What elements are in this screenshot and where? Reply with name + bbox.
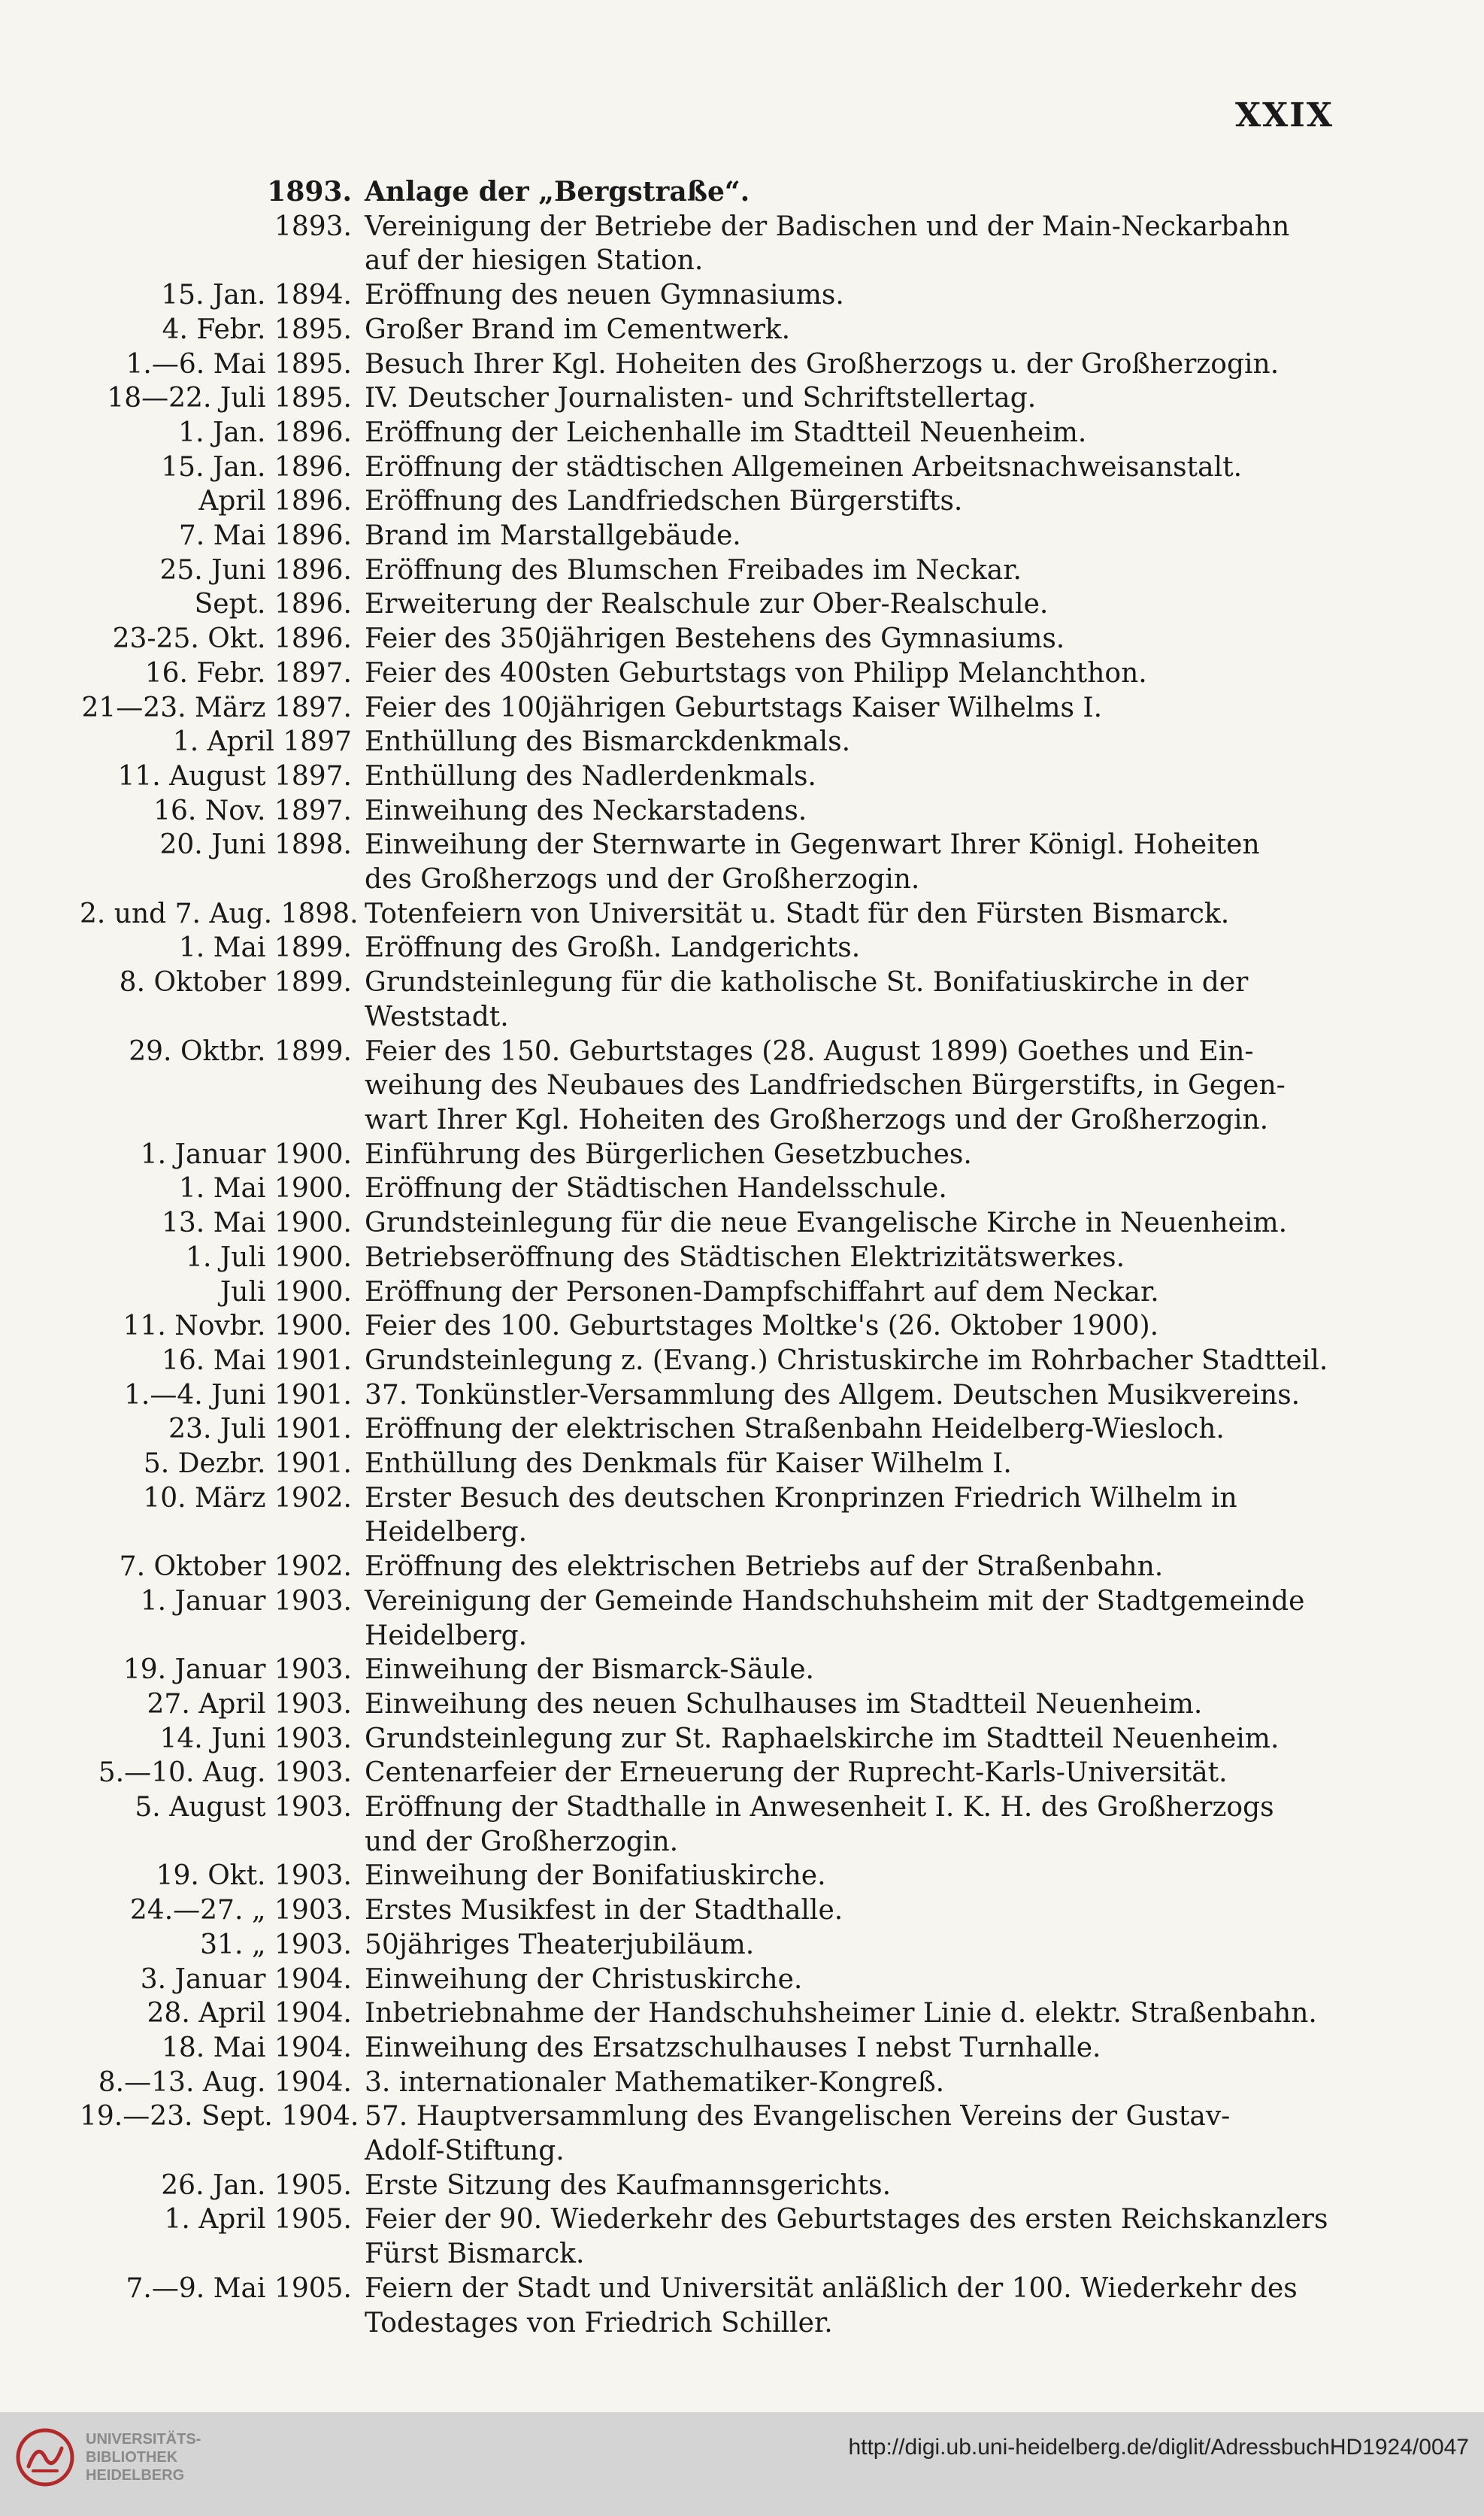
entry-date: 11. Novbr. 1900. xyxy=(123,1311,352,1342)
entry-date: 25. Juni 1896. xyxy=(159,554,352,586)
chronicle-entry xyxy=(80,519,1343,553)
entry-date: 7. Mai 1896. xyxy=(178,520,352,552)
entry-date: 16. Mai 1901. xyxy=(161,1344,352,1376)
chronicle-entry xyxy=(80,347,1343,382)
entry-date: 4. Febr. 1895. xyxy=(162,314,352,345)
entry-date: 31. „ 1903. xyxy=(200,1929,352,1960)
chronicle-entry xyxy=(80,1206,1343,1241)
chronicle-entry xyxy=(80,1241,1343,1275)
chronicle-entry xyxy=(80,278,1343,313)
chronicle-entry xyxy=(80,1447,1343,1481)
entry-date: 1. Jan. 1896. xyxy=(178,417,352,448)
entry-date: Juli 1900. xyxy=(220,1276,352,1308)
entry-event: Totenfeiern von Universität u. Stadt für den Fürsten Bismarck. xyxy=(365,898,1230,929)
entry-date: 2. und 7. Aug. 1898. xyxy=(80,898,359,929)
entry-event: Feier des 350jährigen Bestehens des Gymnasiums. xyxy=(365,623,1065,655)
entry-event: Eröffnung der elektrischen Straßenbahn Heidelberg-Wiesloch. xyxy=(365,1414,1225,1445)
logo-line: BIBLIOTHEK xyxy=(86,2449,178,2466)
entry-event: Erste Sitzung des Kaufmannsgerichts. xyxy=(365,2169,892,2201)
chronicle-entry xyxy=(80,2272,1343,2340)
entry-event: Einweihung der Bonifatiuskirche. xyxy=(365,1860,826,1892)
chronicle-entry xyxy=(80,1790,1343,1859)
entry-event: Feier der 90. Wiederkehr des Geburtstages des ersten Reichskanzlers Fürst Bismarck. xyxy=(365,2204,1328,2270)
entry-date: 1. Juli 1900. xyxy=(186,1241,352,1273)
entry-event: 3. internationaler Mathematiker-Kongreß. xyxy=(365,2066,945,2098)
chronicle-entry xyxy=(80,691,1343,726)
entry-event: Einweihung des neuen Schulhauses im Stadtteil Neuenheim. xyxy=(365,1688,1203,1720)
chronicle-entry xyxy=(80,656,1343,691)
entry-date: 23. Juli 1901. xyxy=(168,1414,352,1445)
entry-date: 18—22. Juli 1895. xyxy=(107,383,352,414)
entry-event: Großer Brand im Cementwerk. xyxy=(365,314,791,345)
chronicle-entry xyxy=(80,313,1343,347)
entry-event: Vereinigung der Betriebe der Badischen und der Main-Neckarbahn auf der hiesigen Station. xyxy=(365,211,1290,277)
chronicle-entry xyxy=(80,1653,1343,1687)
chronicle-entry xyxy=(80,759,1343,794)
chronicle-entry xyxy=(80,622,1343,656)
entry-event: Inbetriebnahme der Handschuhsheimer Linie d. elektr. Straßenbahn. xyxy=(365,1998,1317,2029)
chronicle-entry xyxy=(80,1138,1343,1172)
entry-event: Eröffnung der Personen-Dampfschiffahrt auf dem Neckar. xyxy=(365,1276,1159,1308)
entry-event: Grundsteinlegung zur St. Raphaelskirche im Stadtteil Neuenheim. xyxy=(365,1723,1280,1754)
entry-date: 14. Juni 1903. xyxy=(159,1723,352,1754)
entry-date: 24.—27. „ 1903. xyxy=(129,1895,352,1926)
chronicle-entry xyxy=(80,1481,1343,1550)
entry-date: 1. Januar 1903. xyxy=(140,1585,352,1617)
entry-event: Eröffnung des neuen Gymnasiums. xyxy=(365,280,844,311)
chronicle-entry xyxy=(80,2202,1343,2271)
entry-event: Einführung des Bürgerlichen Gesetzbuches. xyxy=(365,1138,972,1170)
chronicle-entry xyxy=(80,1412,1343,1447)
entry-date: 19. Okt. 1903. xyxy=(156,1860,352,1892)
entry-date: 1. April 1905. xyxy=(164,2204,352,2236)
entry-date: April 1896. xyxy=(198,486,352,517)
entry-event: Eröffnung des Blumschen Freibades im Neckar. xyxy=(365,554,1022,586)
chronicle-entry xyxy=(80,794,1343,829)
chronicle-entry xyxy=(80,1722,1343,1757)
entry-date: 16. Febr. 1897. xyxy=(144,657,352,689)
chronicle-entry xyxy=(80,931,1343,965)
entry-date: 5.—10. Aug. 1903. xyxy=(98,1757,352,1789)
chronicle-entry xyxy=(80,2031,1343,2066)
chronicle-entry xyxy=(80,1309,1343,1344)
entry-date: 19. Januar 1903. xyxy=(123,1654,352,1686)
entry-date: 1. Januar 1900. xyxy=(140,1138,352,1170)
chronicle-entry xyxy=(80,1756,1343,1790)
chronicle-entry xyxy=(80,1687,1343,1722)
chronicle-entry xyxy=(80,1893,1343,1928)
entry-event: Eröffnung des Landfriedschen Bürgerstifts. xyxy=(365,486,963,517)
entry-date: 16. Nov. 1897. xyxy=(153,795,352,826)
chronicle-entry xyxy=(80,484,1343,519)
entry-event: Einweihung der Sternwarte in Gegenwart Ihrer Königl. Hoheiten des Großherzogs und der Großherzogin. xyxy=(365,829,1260,896)
entry-date: 7.—9. Mai 1905. xyxy=(126,2272,352,2304)
chronicle-entry xyxy=(80,1996,1343,2031)
chronicle-entry xyxy=(80,1963,1343,1997)
entry-event: Erweiterung der Realschule zur Ober-Realschule. xyxy=(365,589,1049,620)
library-emblem-icon xyxy=(15,2427,75,2487)
chronicle-entry xyxy=(80,175,1343,210)
chronicle-entry xyxy=(80,416,1343,450)
library-name xyxy=(86,2430,201,2484)
entry-date: 28. April 1904. xyxy=(147,1998,352,2029)
entry-event: Eröffnung der städtischen Allgemeinen Arbeitsnachweisanstalt. xyxy=(365,451,1243,483)
chronicle-entry xyxy=(80,897,1343,932)
entry-date: 7. Oktober 1902. xyxy=(119,1551,352,1583)
chronicle-entry xyxy=(80,725,1343,759)
chronicle-entry xyxy=(80,2066,1343,2100)
entry-date: 5. August 1903. xyxy=(135,1792,352,1823)
entry-event: IV. Deutscher Journalisten- und Schriftstellertag. xyxy=(365,383,1037,414)
entry-date: 1.—4. Juni 1901. xyxy=(124,1379,352,1411)
entry-event: Centenarfeier der Erneuerung der Ruprecht-Karls-Universität. xyxy=(365,1757,1228,1789)
chronicle-entry xyxy=(80,1550,1343,1584)
chronicle-entry xyxy=(80,1928,1343,1963)
footer-bar xyxy=(0,2412,1484,2516)
chronicle-entry xyxy=(80,1859,1343,1893)
entry-date: 1893. xyxy=(274,211,352,242)
entry-date: 18. Mai 1904. xyxy=(161,2032,352,2063)
entry-date: 1. Mai 1900. xyxy=(178,1173,352,1205)
entry-date: Sept. 1896. xyxy=(194,589,352,620)
chronicle-entry xyxy=(80,1584,1343,1653)
chronicle-entry xyxy=(80,1275,1343,1310)
entry-event: Enthüllung des Bismarckdenkmals. xyxy=(365,726,851,758)
library-logo[interactable] xyxy=(15,2427,201,2487)
entry-event: Eröffnung der Leichenhalle im Stadtteil Neuenheim. xyxy=(365,417,1087,448)
chronicle-entry xyxy=(80,1035,1343,1138)
entry-event: 57. Hauptversammlung des Evangelischen Vereins der Gustav- Adolf-Stiftung. xyxy=(365,2101,1231,2167)
entry-event: Feier des 100jährigen Geburtstags Kaiser Wilhelms I. xyxy=(365,692,1103,723)
entry-event: Grundsteinlegung für die neue Evangelische Kirche in Neuenheim. xyxy=(365,1208,1288,1239)
chronicle-entry xyxy=(80,828,1343,896)
entry-event: Anlage der „Bergstraße“. xyxy=(365,176,750,208)
chronicle-entry xyxy=(80,210,1343,278)
entry-date: 29. Oktbr. 1899. xyxy=(129,1035,352,1067)
entry-event: Feier des 100. Geburtstages Moltke's (26. Oktober 1900). xyxy=(365,1311,1159,1342)
entry-event: Betriebseröffnung des Städtischen Elektrizitätswerkes. xyxy=(365,1241,1125,1273)
entry-date: 1893. xyxy=(267,176,352,208)
entry-date: 1.—6. Mai 1895. xyxy=(126,348,352,380)
chronicle-entry xyxy=(80,553,1343,588)
entry-date: 27. April 1903. xyxy=(147,1688,352,1720)
page-number: XXIX xyxy=(1235,96,1334,135)
entry-event: Enthüllung des Denkmals für Kaiser Wilhelm I. xyxy=(365,1448,1012,1480)
entry-event: Grundsteinlegung z. (Evang.) Christuskirche im Rohrbacher Stadtteil. xyxy=(365,1344,1328,1376)
entry-event: Erstes Musikfest in der Stadthalle. xyxy=(365,1895,843,1926)
logo-line: UNIVERSITÄTS- xyxy=(86,2431,201,2448)
entry-event: Feier des 400sten Geburtstags von Philipp Melanchthon. xyxy=(365,657,1147,689)
entry-date: 3. Januar 1904. xyxy=(140,1963,352,1995)
chronicle-list xyxy=(80,175,1343,2340)
chronicle-entry xyxy=(80,587,1343,622)
entry-event: Eröffnung des elektrischen Betriebs auf der Straßenbahn. xyxy=(365,1551,1164,1583)
logo-line: HEIDELBERG xyxy=(86,2467,185,2484)
entry-date: 11. August 1897. xyxy=(117,760,352,792)
chronicle-entry xyxy=(80,1344,1343,1378)
entry-date: 20. Juni 1898. xyxy=(159,829,352,861)
entry-event: Eröffnung des Großh. Landgerichts. xyxy=(365,932,861,964)
chronicle-entry xyxy=(80,965,1343,1034)
chronicle-entry xyxy=(80,1378,1343,1413)
entry-date: 15. Jan. 1894. xyxy=(161,280,352,311)
chronicle-entry xyxy=(80,2169,1343,2203)
entry-event: Enthüllung des Nadlerdenkmals. xyxy=(365,760,816,792)
entry-date: 13. Mai 1900. xyxy=(161,1208,352,1239)
entry-date: 10. März 1902. xyxy=(143,1482,352,1514)
entry-event: Vereinigung der Gemeinde Handschuhsheim mit der Stadtgemeinde Heidelberg. xyxy=(365,1585,1305,1651)
entry-event: Feier des 150. Geburtstages (28. August 1899) Goethes und Ein- weihung des Neubaues des Landfriedschen Bürgerstifts, in Gegen- wart Ihrer Kgl. Hoheiten des Großherzogs und der Großherzogin. xyxy=(365,1035,1286,1135)
chronicle-entry xyxy=(80,381,1343,416)
entry-event: Erster Besuch des deutschen Kronprinzen Friedrich Wilhelm in Heidelberg. xyxy=(365,1482,1237,1548)
entry-event: Besuch Ihrer Kgl. Hoheiten des Großherzogs u. der Großherzogin. xyxy=(365,348,1280,380)
entry-date: 8. Oktober 1899. xyxy=(119,967,352,999)
entry-event: Grundsteinlegung für die katholische St. Bonifatiuskirche in der Weststadt. xyxy=(365,967,1249,1032)
entry-event: Feiern der Stadt und Universität anläßlich der 100. Wiederkehr des Todestages von Friedrich Schiller. xyxy=(365,2272,1298,2339)
entry-event: Brand im Marstallgebäude. xyxy=(365,520,741,552)
entry-date: 19.—23. Sept. 1904. xyxy=(80,2101,359,2133)
entry-event: Eröffnung der Stadthalle in Anwesenheit I. K. H. des Großherzogs und der Großherzogin. xyxy=(365,1792,1274,1857)
chronicle-entry xyxy=(80,2099,1343,2168)
entry-date: 1. April 1897 xyxy=(172,726,352,758)
entry-date: 23-25. Okt. 1896. xyxy=(112,623,352,655)
entry-date: 15. Jan. 1896. xyxy=(161,451,352,483)
entry-event: Einweihung des Ersatzschulhauses I nebst Turnhalle. xyxy=(365,2032,1101,2063)
entry-date: 8.—13. Aug. 1904. xyxy=(98,2066,352,2098)
entry-event: 37. Tonkünstler-Versammlung des Allgem. Deutschen Musikvereins. xyxy=(365,1379,1301,1411)
entry-date: 21—23. März 1897. xyxy=(81,692,352,723)
entry-date: 26. Jan. 1905. xyxy=(161,2169,352,2201)
entry-event: 50jähriges Theaterjubiläum. xyxy=(365,1929,755,1960)
entry-event: Eröffnung der Städtischen Handelsschule. xyxy=(365,1173,947,1205)
chronicle-entry xyxy=(80,450,1343,485)
entry-date: 5. Dezbr. 1901. xyxy=(143,1448,352,1480)
entry-event: Einweihung der Christuskirche. xyxy=(365,1963,803,1995)
chronicle-entry xyxy=(80,1172,1343,1206)
entry-date: 1. Mai 1899. xyxy=(178,932,352,964)
entry-event: Einweihung des Neckarstadens. xyxy=(365,795,807,826)
source-url-link[interactable]: http://digi.ub.uni-heidelberg.de/diglit/AdressbuchHD1924/0047 xyxy=(848,2435,1469,2460)
entry-event: Einweihung der Bismarck-Säule. xyxy=(365,1654,814,1686)
